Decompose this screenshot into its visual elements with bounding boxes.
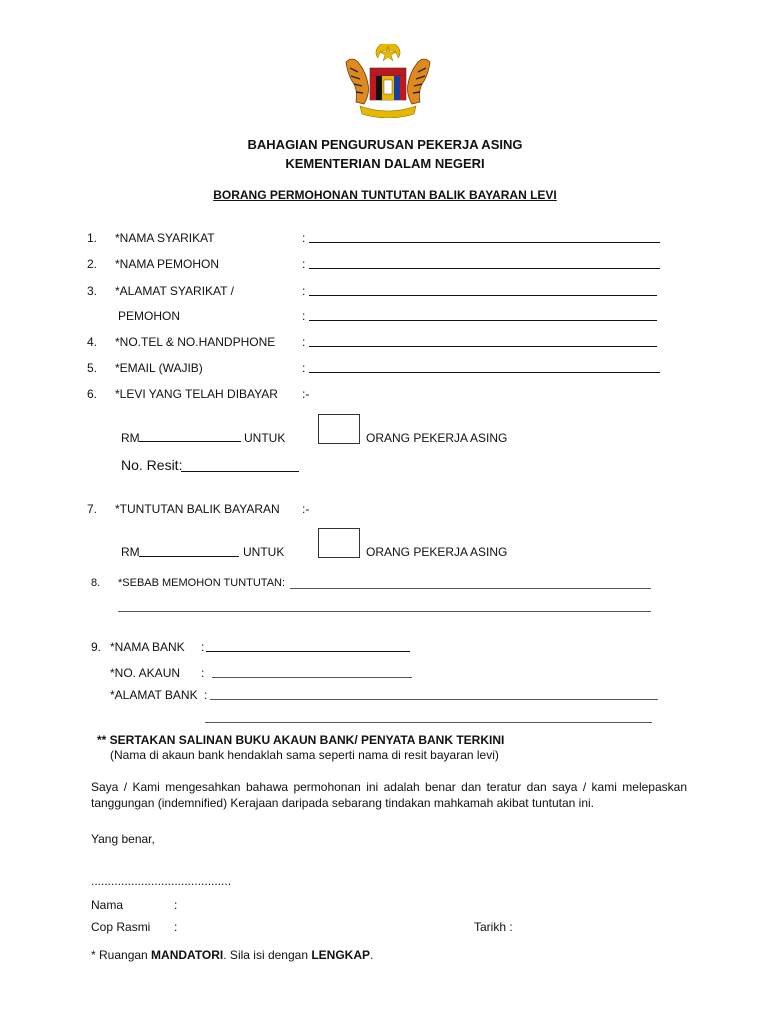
company-name-label: *NAMA SYARIKAT xyxy=(115,231,215,245)
attachment-note-detail: (Nama di akaun bank hendaklah sama seperti nama di resit bayaran levi) xyxy=(110,748,499,762)
field-number: 6. xyxy=(87,387,98,401)
account-number-label: *NO. AKAUN xyxy=(110,666,181,680)
claim-workers-label: ORANG PEKERJA ASING xyxy=(366,545,508,559)
address-input-line-2[interactable] xyxy=(309,320,657,321)
company-name-input[interactable] xyxy=(309,242,660,243)
form-title: BORANG PERMOHONAN TUNTUTAN BALIK BAYARAN LEVI xyxy=(213,188,557,202)
field-number: 7. xyxy=(87,502,98,516)
field-separator: : xyxy=(302,284,306,298)
field-separator: : xyxy=(174,898,178,912)
field-separator: : xyxy=(204,688,208,702)
levy-amount-input[interactable] xyxy=(139,441,241,442)
field-separator: : xyxy=(302,231,306,245)
email-label: *EMAIL (WAJIB) xyxy=(115,361,203,375)
bank-name-label: *NAMA BANK xyxy=(110,640,185,654)
coat-of-arms-emblem xyxy=(338,44,438,118)
mandatory-footnote xyxy=(91,948,373,962)
field-number: 3. xyxy=(87,284,98,298)
footnote-lengkap: LENGKAP xyxy=(311,948,370,962)
ministry-title: KEMENTERIAN DALAM NEGERI xyxy=(285,156,485,171)
phone-input[interactable] xyxy=(309,346,657,347)
reason-label: *SEBAB MEMOHON TUNTUTAN: xyxy=(118,577,286,589)
levy-rm-label: RM xyxy=(121,431,140,445)
receipt-number-input[interactable] xyxy=(181,471,299,472)
signature-dots[interactable]: .......................................... xyxy=(91,874,232,888)
levy-paid-label: *LEVI YANG TELAH DIBAYAR xyxy=(115,387,278,401)
field-number: 4. xyxy=(87,335,98,349)
field-number: 9. xyxy=(91,640,102,654)
claim-rm-label: RM xyxy=(121,545,140,559)
field-number: 5. xyxy=(87,361,98,375)
applicant-name-input[interactable] xyxy=(309,268,660,269)
address-label-cont: PEMOHON xyxy=(118,309,181,323)
field-number: 1. xyxy=(87,231,98,245)
claim-worker-count-box[interactable] xyxy=(318,528,360,558)
footnote-middle: . Sila isi dengan xyxy=(223,948,312,962)
address-input-line-1[interactable] xyxy=(309,295,657,296)
footnote-prefix: * Ruangan xyxy=(91,948,152,962)
reason-input-line-2[interactable] xyxy=(118,611,651,612)
field-separator: : xyxy=(201,666,205,680)
field-separator: : xyxy=(302,309,306,323)
claim-untuk-label: UNTUK xyxy=(243,545,285,559)
field-separator: : xyxy=(302,257,306,271)
field-number: 2. xyxy=(87,257,98,271)
attachment-note: ** SERTAKAN SALINAN BUKU AKAUN BANK/ PENYATA BANK TERKINI xyxy=(97,733,505,747)
claim-label: *TUNTUTAN BALIK BAYARAN xyxy=(115,502,280,516)
footnote-mandatori: MANDATORI xyxy=(151,948,224,962)
levy-worker-count-box[interactable] xyxy=(318,414,360,444)
address-label: *ALAMAT SYARIKAT / xyxy=(115,284,234,298)
nama-label: Nama xyxy=(91,898,124,912)
declaration-text: Saya / Kami mengesahkan bahawa permohonan ini adalah benar dan teratur dan saya / kami melepaskan tanggungan (indemnified) Kerajaan daripada sebarang tindakan mahkamah akibat tuntutan ini. xyxy=(91,780,687,810)
bank-address-input-line-2[interactable] xyxy=(205,722,652,723)
account-number-input[interactable] xyxy=(212,677,412,678)
bank-name-input[interactable] xyxy=(206,651,410,652)
yang-benar-text: Yang benar, xyxy=(91,832,155,846)
field-separator: : xyxy=(201,640,205,654)
receipt-number-label: No. Resit: xyxy=(121,457,183,473)
cop-rasmi-label: Cop Rasmi xyxy=(91,920,151,934)
applicant-name-label: *NAMA PEMOHON xyxy=(115,257,220,271)
tarikh-label: Tarikh : xyxy=(474,920,513,934)
department-title: BAHAGIAN PENGURUSAN PEKERJA ASING xyxy=(247,137,523,152)
bank-address-label: *ALAMAT BANK xyxy=(110,688,198,702)
field-separator: : xyxy=(302,335,306,349)
field-separator: : xyxy=(174,920,178,934)
reason-input-line-1[interactable] xyxy=(290,588,651,589)
email-input[interactable] xyxy=(309,372,660,373)
levy-untuk-label: UNTUK xyxy=(244,431,286,445)
field-separator: :- xyxy=(302,502,310,516)
bank-address-input-line-1[interactable] xyxy=(210,699,658,700)
field-separator: : xyxy=(302,361,306,375)
footnote-suffix: . xyxy=(370,948,374,962)
levy-workers-label: ORANG PEKERJA ASING xyxy=(366,431,508,445)
field-number: 8. xyxy=(91,577,101,589)
field-separator: :- xyxy=(302,387,310,401)
phone-label: *NO.TEL & NO.HANDPHONE xyxy=(115,335,276,349)
claim-amount-input[interactable] xyxy=(139,556,239,557)
